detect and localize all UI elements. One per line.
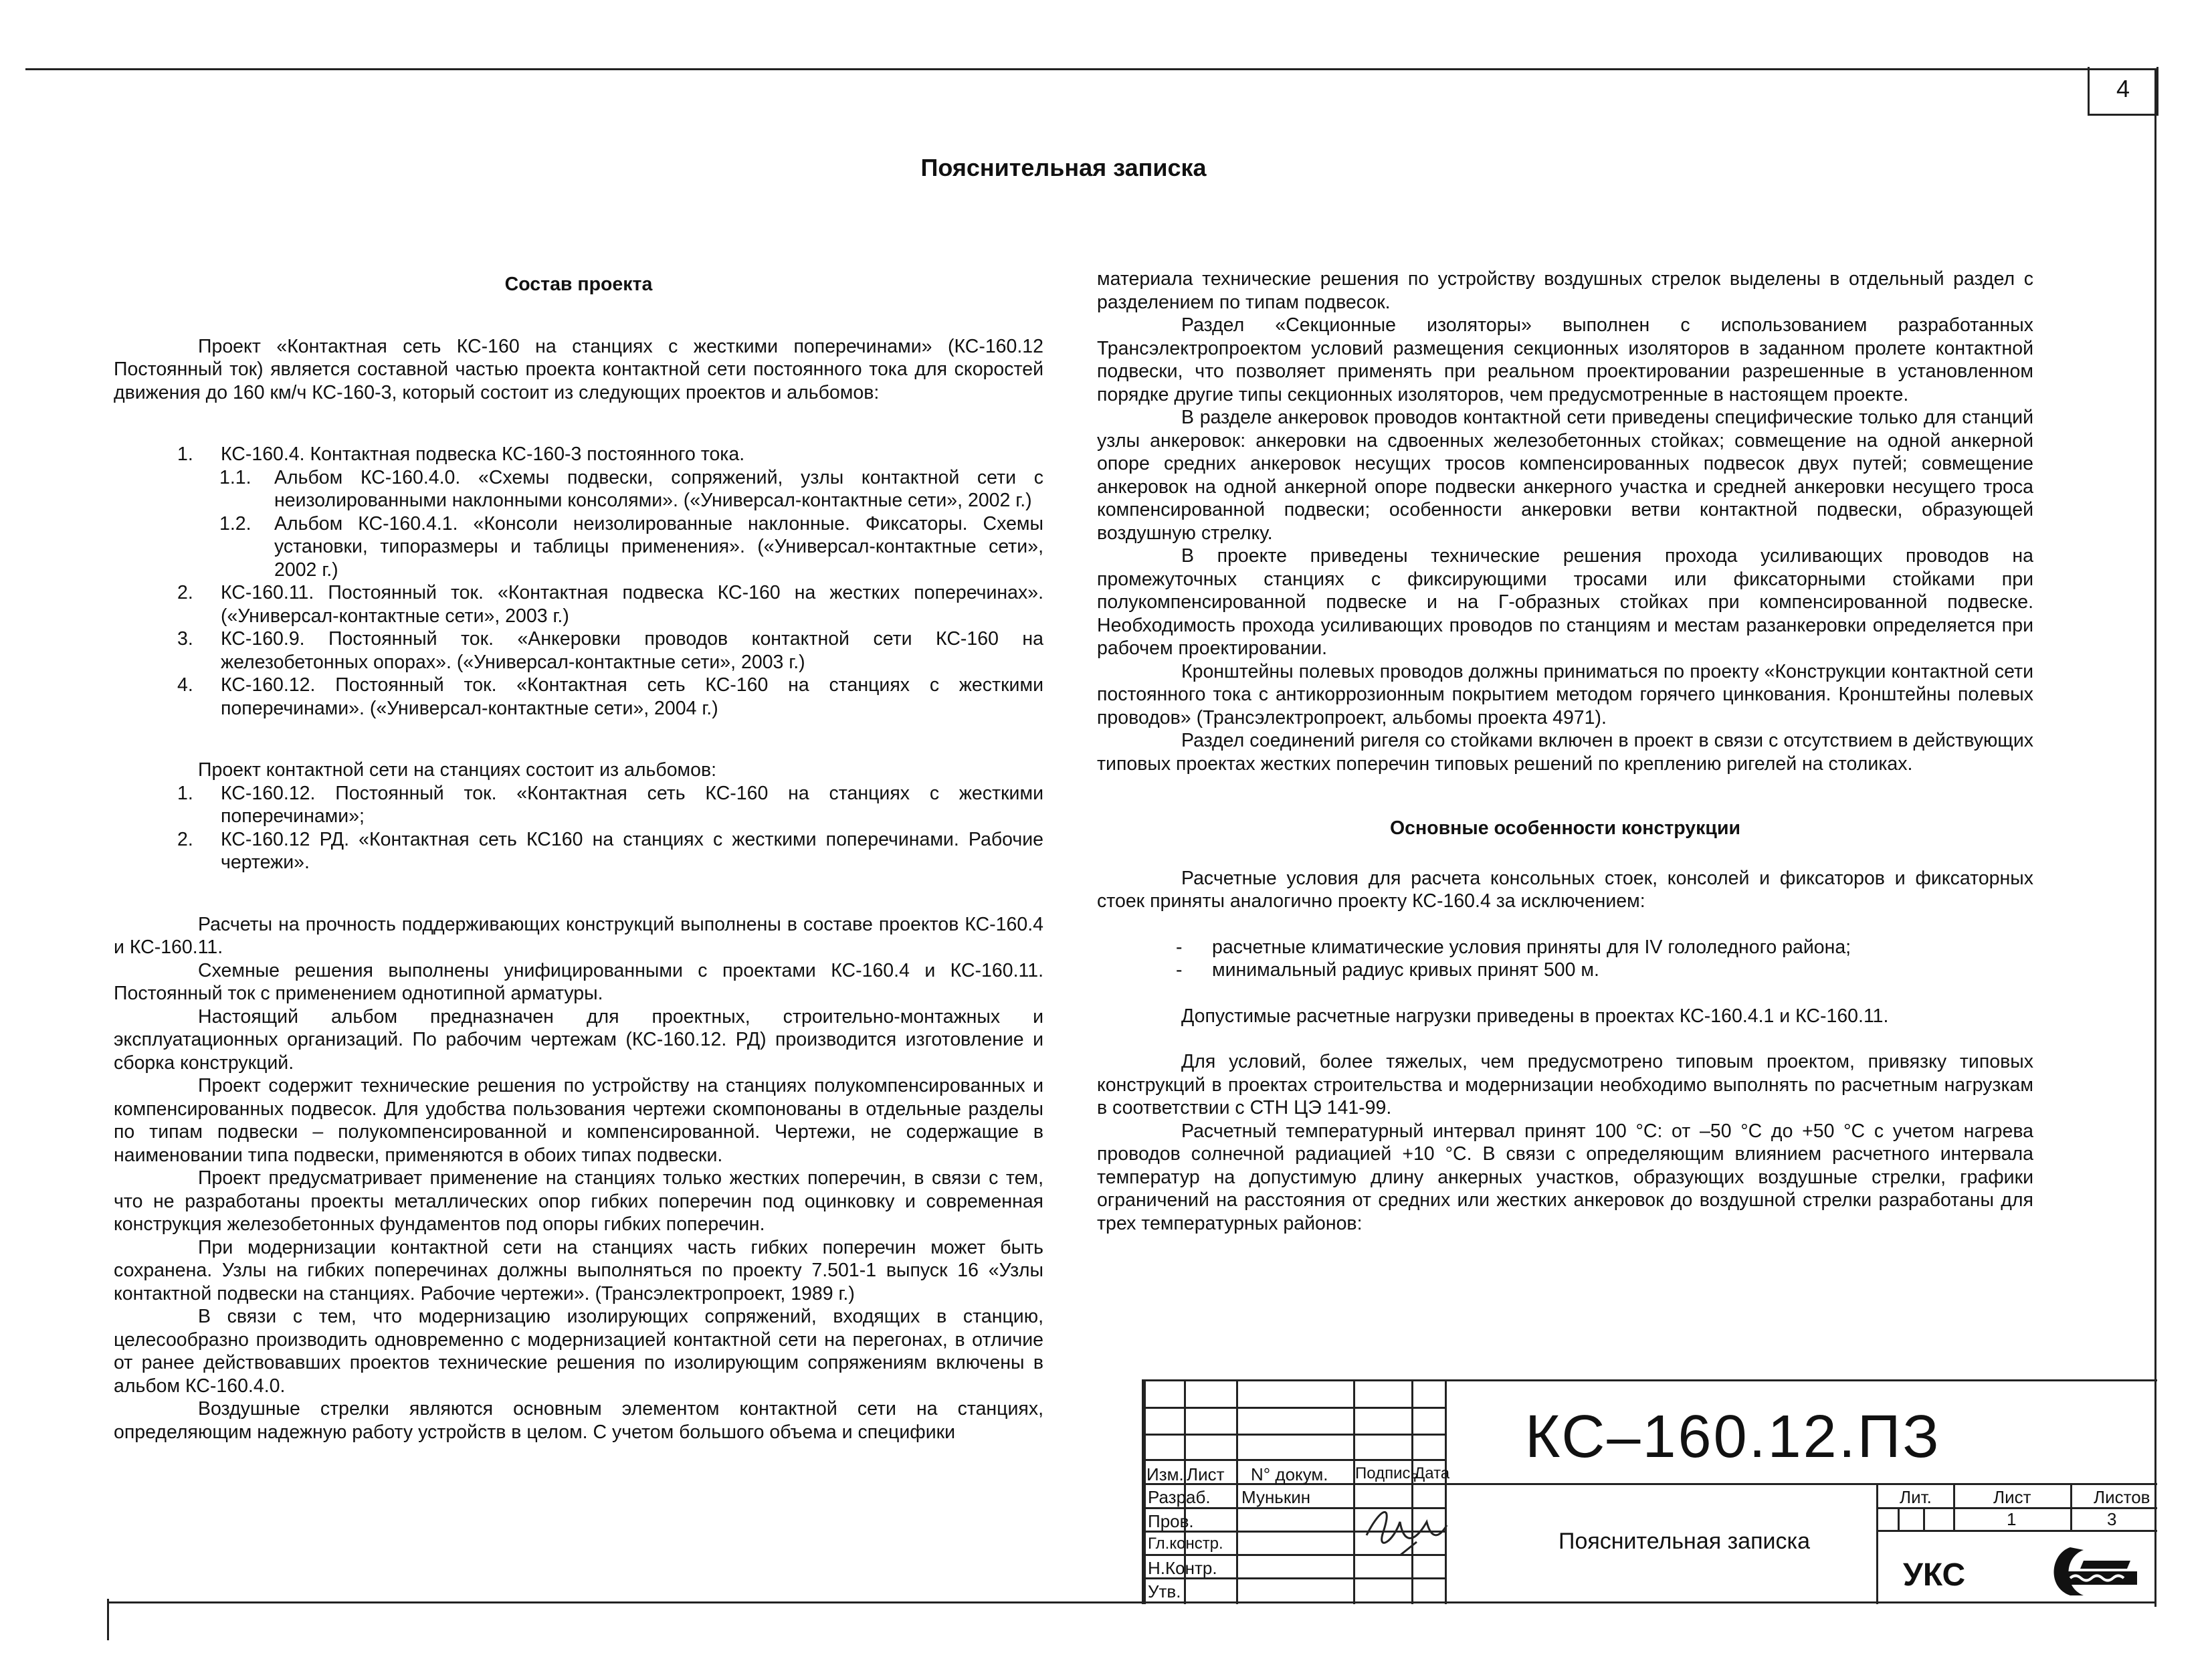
page-title: Пояснительная записка — [920, 154, 1207, 181]
list-number: 1.1. — [219, 466, 252, 488]
albums-intro: Проект контактной сети на станциях состоит из альбомов: — [198, 759, 717, 781]
frame-left-tick — [107, 1599, 109, 1640]
projects-list — [114, 443, 1043, 720]
section-heading-composition: Состав проекта — [504, 274, 653, 295]
list-number: 1. — [177, 444, 193, 465]
header-doc-number: N° докум. — [1251, 1464, 1328, 1484]
frame-top-rule — [25, 68, 2156, 70]
list-text: Альбом КС-160.4.1. «Консоли неизолированные наклонные. Фиксаторы. Схемы установки, типоразмеры и таблицы применения». («Универсал-контактные сети», 2002 г.) — [274, 512, 1043, 581]
frame-right-rule — [2154, 68, 2156, 1607]
list-text: Альбом КС-160.4.0. «Схемы подвески, сопряжений, узлы контактной сети с неизолированными наклонными консолями». («Универсал-контактные сети», 2002 г.) — [274, 466, 1043, 511]
header-signature: Подпись — [1355, 1464, 1419, 1482]
left-column — [114, 273, 1043, 1444]
header-date: Дата — [1414, 1464, 1450, 1482]
paragraph: Настоящий альбом предназначен для проектных, строительно-монтажных и эксплуатационных организаций. По рабочим чертежам (КС-160.12. РД) производится изготовление и сборка конструкций. — [114, 1005, 1043, 1074]
role-approved: Утв. — [1148, 1581, 1181, 1601]
list-text: КС-160.12. Постоянный ток. «Контактная сеть КС-160 на станциях с жесткими поперечинами»; — [221, 782, 1043, 827]
page-number: 4 — [2088, 67, 2158, 116]
paragraph: В проекте приведены технические решения прохода усиливающих проводов на промежуточных станциях с фиксирующими тросами или фиксаторными стойками при полукомпенсированной подвеске и на Г-образных стойках при компенсированной подвеске. Необходимость прохода усиливающих проводов по станциям и местам разанкеровки определяется при рабочем проектировании. — [1097, 545, 2033, 659]
paragraph: Схемные решения выполнены унифицированными с проектами КС-160.4 и КС-160.11. Постоянный ток с применением однотипной арматуры. — [114, 959, 1043, 1004]
document-code: КС–160.12.ПЗ — [1525, 1403, 1941, 1470]
right-paragraphs — [1097, 268, 2033, 775]
paragraph: Проект содержит технические решения по устройству на станциях полукомпенсированных и компенсированных подвесок. Для удобства пользования чертежи скомпонованы в отдельные разделы по типам подвески – полукомпенсированной и компенсированной. Чертежи, не содержащие в наименовании типа подвески, применяются в обоих типах подвески. — [114, 1075, 1043, 1166]
paragraph: Воздушные стрелки являются основным элементом контактной сети на станциях, определяющим надежную работу устройств в целом. С учетом большого объема и специфики — [114, 1398, 1043, 1443]
role-norm-control: Н.Контр. — [1148, 1558, 1217, 1578]
role-checked: Пров. — [1148, 1511, 1194, 1531]
list-item — [114, 466, 1043, 512]
paragraph: В разделе анкеровок проводов контактной сети приведены специфические только для станций узлы анкеровок: анкеровки на сдвоенных железобетонных стойках; совмещение на одной анкерной опоре средних анкеровок несущих тросов компенсированных подвесок двух путей; совмещение анкеровок на одной анкерной опоре подвески анкерного участка и средней анкеровки несущего троса компенсированной подвески; особенности анкеровки ветви контактной подвески, образующей воздушную стрелку. — [1097, 407, 2033, 544]
list-text: КС-160.12 РД. «Контактная сеть КС160 на станциях с жесткими поперечинами. Рабочие чертежи». — [221, 828, 1043, 873]
list-text: КС-160.12. Постоянный ток. «Контактная сеть КС-160 на станциях с жесткими поперечинами». («Универсал-контактные сети», 2004 г.) — [221, 674, 1043, 719]
list-number: 2. — [177, 582, 193, 603]
role-chief-designer: Гл.констр. — [1148, 1535, 1223, 1553]
paragraph: В связи с тем, что модернизацию изолирующих сопряжений, входящих в станцию, целесообразно производить одновременно с модернизацией контактной сети на перегонах, в отличие от ранее действовавших проектов технические решения по изолирующим сопряжениям включены в альбом КС-160.4.0. — [114, 1306, 1043, 1397]
temperature-paragraph: Расчетный температурный интервал принят 100 °С: от –50 °С до +50 °С с учетом нагрева проводов солнечной радиацией +10 °С. В связи с определяющим влиянием расчетного интервала температур на допустимую длину анкерных участков, образующих воздушные стрелки, графики ограничений на расстояния от средних или жестких анкеровок до воздушной стрелки разработаны для трех температурных районов: — [1097, 1120, 2033, 1234]
list-number: 4. — [177, 674, 193, 696]
list-item — [114, 782, 1043, 828]
exceptions-list — [1097, 936, 2033, 982]
right-column — [1097, 268, 2033, 1235]
list-item — [114, 627, 1043, 674]
paragraph: Кронштейны полевых проводов должны приниматься по проекту «Конструкции контактной сети постоянного тока с антикоррозионным покрытием методом горячего цинкования. Кронштейны полевых проводов» (Трансэлектропроект, альбомы проекта 4971). — [1097, 660, 2033, 728]
header-sheet: Лист — [1187, 1464, 1225, 1484]
list-number: 1. — [177, 782, 193, 804]
intro-paragraph: Проект «Контактная сеть КС-160 на станциях с жесткими поперечинами» (КС-160.12 Постоянный ток) является составной частью проекта контактной сети постоянного тока для скоростей движения до 160 км/ч КС-160-3, который состоит из следующих проектов и альбомов: — [114, 335, 1043, 403]
list-item — [114, 443, 1043, 466]
section-heading-design: Основные особенности конструкции — [1390, 817, 1740, 839]
lit-label: Лит. — [1900, 1487, 1932, 1507]
list-text: КС-160.4. Контактная подвеска КС-160-3 постоянного тока. — [221, 444, 745, 465]
sheets-value: 3 — [2107, 1509, 2117, 1529]
list-item — [114, 581, 1043, 627]
list-number: 3. — [177, 628, 193, 650]
organization: УКС — [1903, 1557, 1966, 1593]
list-text: расчетные климатические условия приняты для IV гололедного района; — [1212, 936, 1851, 958]
list-number: - — [1176, 936, 1183, 958]
heavy-conditions-paragraph: Для условий, более тяжелых, чем предусмотрено типовым проектом, привязку типовых конструкций в проектах строительства и модернизации необходимо выполнять по расчетным нагрузкам в соответствии с СТН ЦЭ 141-99. — [1097, 1051, 2033, 1118]
bullet-item — [1097, 936, 2033, 959]
document-title: Пояснительная записка — [1559, 1529, 1811, 1554]
sheet-label: Лист — [1993, 1487, 2031, 1507]
paragraph: материала технические решения по устройству воздушных стрелок выделены в отдельный раздел с разделением по типам подвесок. — [1097, 268, 2033, 313]
design-intro: Расчетные условия для расчета консольных стоек, консолей и фиксаторов и фиксаторных стоек приняты аналогично проекту КС-160.4 за исключением: — [1097, 867, 2033, 912]
list-number: - — [1176, 959, 1183, 981]
title-block — [1142, 1379, 2157, 1604]
role-developer: Разраб. — [1148, 1487, 1211, 1507]
list-text: минимальный радиус кривых принят 500 м. — [1212, 959, 1599, 981]
list-text: КС-160.11. Постоянный ток. «Контактная подвеска КС-160 на жестких поперечинах». («Универсал-контактные сети», 2003 г.) — [221, 582, 1043, 627]
company-logo-icon — [2043, 1541, 2144, 1601]
list-number: 2. — [177, 828, 193, 850]
signature — [1353, 1495, 1453, 1569]
sheets-label: Листов — [2094, 1487, 2150, 1507]
paragraph: Раздел «Секционные изоляторы» выполнен с использованием разработанных Трансэлектропроектом условий размещения секционных изоляторов в заданном пролете контактной подвески, что позволяет применять при реальном проектировании разрешенные в установленном порядке другие типы секционных изоляторов, чем предусмотренные в настоящем проекте. — [1097, 314, 2033, 405]
header-change: Изм. — [1146, 1464, 1184, 1484]
developer-name: Мунькин — [1241, 1487, 1311, 1507]
paragraph: Раздел соединений ригеля со стойками включен в проект в связи с отсутствием в действующих типовых проектах жестких поперечин типовых решений по креплению ригелей на столиках. — [1097, 730, 2033, 775]
bullet-item — [1097, 959, 2033, 982]
albums-list — [114, 782, 1043, 874]
list-text: КС-160.9. Постоянный ток. «Анкеровки проводов контактной сети КС-160 на железобетонных опорах». («Универсал-контактные сети», 2003 г.) — [221, 628, 1043, 673]
left-paragraphs — [114, 913, 1043, 1444]
sheet-value: 1 — [2007, 1509, 2017, 1529]
list-item — [114, 828, 1043, 874]
paragraph: При модернизации контактной сети на станциях часть гибких поперечин может быть сохранена. Узлы на гибких поперечинах должны выполняться по проекту 7.501-1 выпуск 16 «Узлы контактной подвески на станциях. Рабочие чертежи». (Трансэлектропроект, 1989 г.) — [114, 1236, 1043, 1304]
paragraph: Расчеты на прочность поддерживающих конструкций выполнены в составе проектов КС-160.4 и КС-160.11. — [114, 913, 1043, 958]
list-item — [114, 674, 1043, 720]
loads-paragraph: Допустимые расчетные нагрузки приведены в проектах КС-160.4.1 и КС-160.11. — [1181, 1005, 1889, 1027]
list-number: 1.2. — [219, 512, 252, 534]
paragraph: Проект предусматривает применение на станциях только жестких поперечин, в связи с тем, что не разработаны проекты металлических опор гибких поперечин под оцинковку и современная конструкция железобетонных фундаментов под опоры гибких поперечин. — [114, 1167, 1043, 1235]
list-item — [114, 512, 1043, 582]
